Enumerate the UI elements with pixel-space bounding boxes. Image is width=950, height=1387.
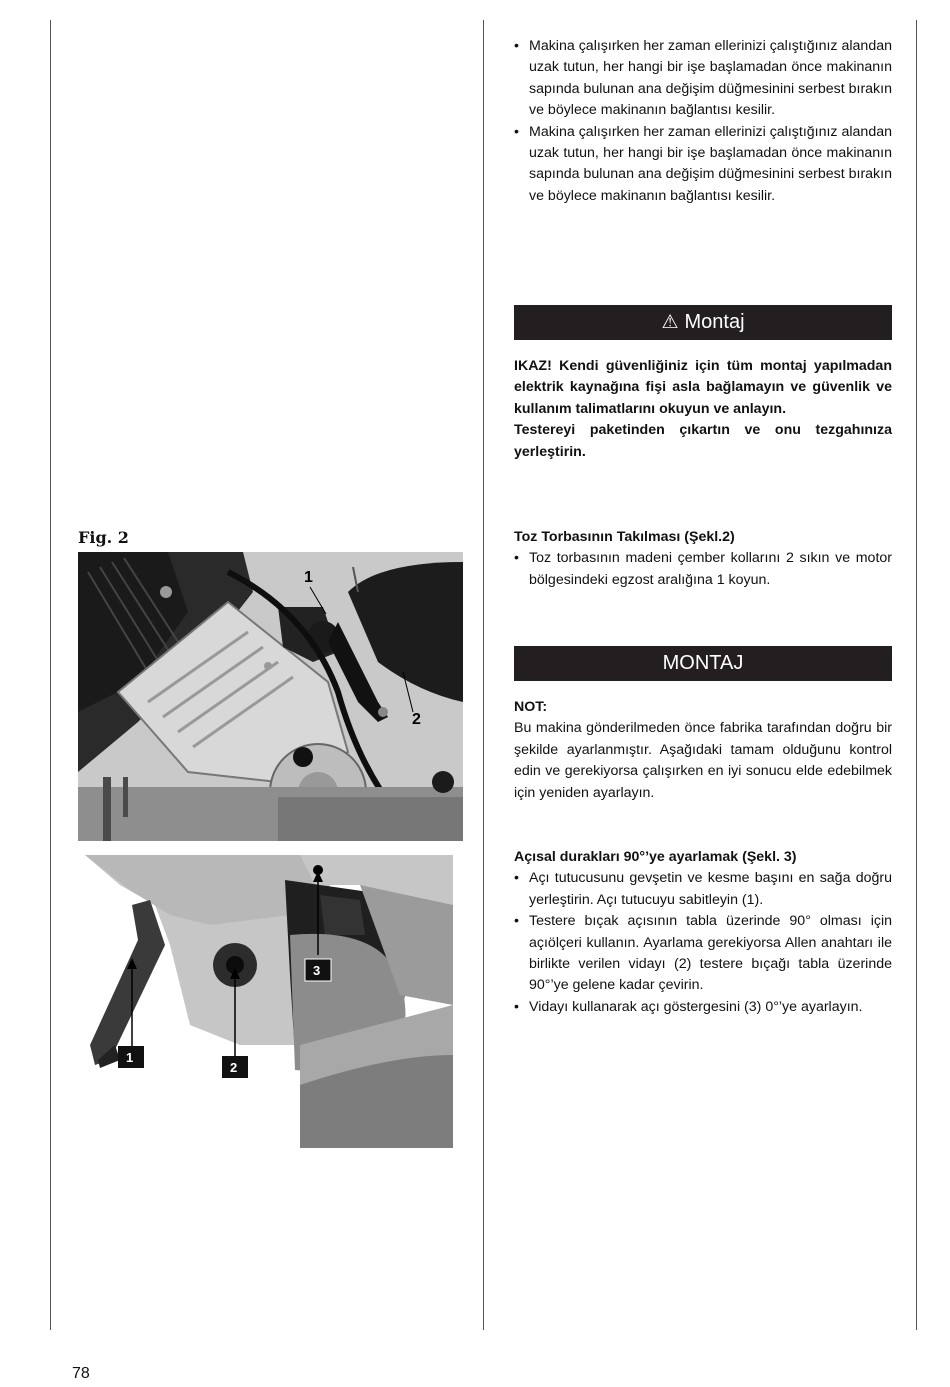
fig3-photo xyxy=(60,855,453,1148)
montaj-bar-title: Montaj xyxy=(684,311,745,333)
note-label: NOT: xyxy=(514,699,548,715)
angle-stops-bullet: • Açı tutucusunu gevşetin ve kesme başını en sağa doğru yerleştirin. Açı tutucuyu sabitleyin (1). xyxy=(514,868,892,911)
column-divider-rule xyxy=(483,20,484,1330)
dust-bag-heading: Toz Torbasının Takılması (Şekl.2) xyxy=(514,529,735,545)
angle-stops-heading: Açısal durakları 90°’ye ayarlamak (Şekl. 3) xyxy=(514,849,797,865)
angle-stops-bullet: • Vidayı kullanarak açı göstergesini (3) 0°’ye ayarlayın. xyxy=(514,997,892,1018)
safety-section xyxy=(514,36,892,207)
fig2-callout-2: 2 xyxy=(412,711,421,728)
fig3-callout-1: 1 xyxy=(126,1050,134,1065)
angle-stops-bullet-list xyxy=(514,868,892,1018)
montaj-section-bar xyxy=(514,305,892,340)
fig3-callout-3: 3 xyxy=(313,963,321,978)
dust-bag-section xyxy=(514,527,892,591)
safety-bullet: • Makina çalışırken her zaman ellerinizi çalıştığınız alandan uzak tutun, her hangi bir işe başlamadan önce makinanın sapında bulunan ana değişim düğmesinini serbest bırakın ve böylece makinanın bağlantısı kesilir. xyxy=(514,36,892,122)
fig2-photo xyxy=(78,552,463,841)
note-section xyxy=(514,697,892,804)
note-text: Bu makina gönderilmeden önce fabrika tarafından doğru bir şekilde ayarlanmıştır. Aşağıdaki tamam olduğunu kontrol edin ve gerekiyorsa çalışırken en iyi sonucu elde edebilmek için yeniden ayarlayın. xyxy=(514,720,892,801)
page-number: 78 xyxy=(72,1365,90,1382)
unpack-text: Testereyi paketinden çıkartın ve onu tezgahınıza yerleştirin. xyxy=(514,422,892,460)
warning-triangle-icon: ⚠ xyxy=(661,312,679,333)
warning-text: IKAZ! Kendi güvenliğiniz için tüm montaj yapılmadan elektrik kaynağına fişi asla bağlamayın ve güvenlik ve kullanım talimatlarını okuyun ve anlayın. xyxy=(514,358,892,417)
angle-stops-section xyxy=(514,847,892,1018)
safety-bullet: • Makina çalışırken her zaman ellerinizi çalıştığınız alandan uzak tutun, her hangi bir işe başlamadan önce makinanın sapında bulunan ana değişim düğmesinini serbest bırakın ve böylece makinanın bağlantısı kesilir. xyxy=(514,122,892,208)
warning-block xyxy=(514,356,892,463)
dust-bag-bullet-list xyxy=(514,548,892,591)
safety-bullet-list xyxy=(514,36,892,207)
left-margin-rule xyxy=(50,20,51,1330)
montaj-caps-bar xyxy=(514,646,892,681)
fig3-callout-2: 2 xyxy=(230,1060,238,1075)
montaj-caps-title: MONTAJ xyxy=(662,652,744,674)
angle-stops-bullet: • Testere bıçak açısının tabla üzerinde 90° olması için açıölçeri kullanın. Ayarlama gerekiyorsa Allen anahtarı ile birlikte verilen vidayı (2) testere bıçağı tabla üzerinde 90°’ye gelene kadar çevirin. xyxy=(514,911,892,997)
fig2-callout-1: 1 xyxy=(304,569,313,586)
dust-bag-bullet: • Toz torbasının madeni çember kollarını 2 sıkın ve motor bölgesindeki egzost aralığına 1 koyun. xyxy=(514,548,892,591)
right-margin-rule xyxy=(916,20,917,1330)
fig2-label: Fig. 2 xyxy=(78,528,129,547)
